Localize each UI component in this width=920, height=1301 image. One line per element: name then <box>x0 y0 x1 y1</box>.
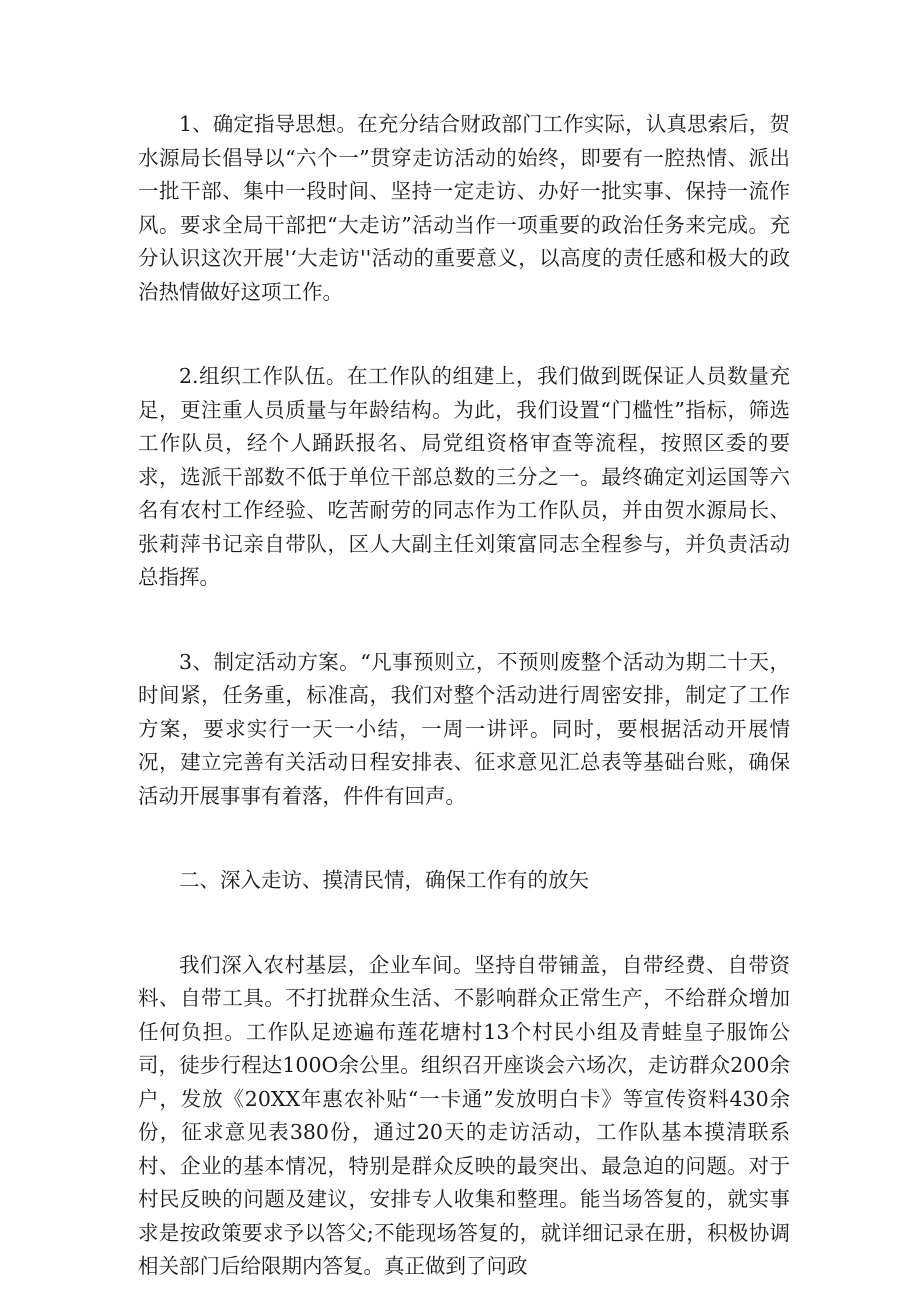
section-heading: 二、深入走访、摸清民情，确保工作有的放矢 <box>179 868 589 892</box>
document-body <box>138 108 790 1284</box>
paragraph-field-visits: 我们深入农村基层，企业车间。坚持自带铺盖，自带经费、自带资料、自带工具。不打扰群众生活、不影响群众正常生产，不给群众增加任何负担。工作队足迹遍布莲花塘村13个村民小组及青蛙皇子服饰公司，徒步行程达100O余公里。组织召开座谈会六场次，走访群众200余户，发放《20XX年惠农补贴“一卡通”发放明白卡》等宣传资料430余份，征求意见表380份，通过20天的走访活动，工作队基本摸清联系村、企业的基本情况，特别是群众反映的最突出、最急迫的问题。对于村民反映的问题及建议，安排专人收集和整理。能当场答复的，就实事求是按政策要求予以答父;不能现场答复的，就详细记录在册，积极协调相关部门后给限期内答复。真正做到了问政 <box>138 952 790 1278</box>
paragraph-activity-plan: 3、制定活动方案。“凡事预则立，不预则废整个活动为期二十天，时间紧，任务重，标准高，我们对整个活动进行周密安排，制定了工作方案，要求实行一天一小结，一周一讲评。同时，要根据活动开展情况，建立完善有关活动日程安排表、征求意见汇总表等基础台账，确保活动开展事事有着落，件件有回声。 <box>138 649 790 808</box>
paragraph-work-team: 2.组织工作队伍。在工作队的组建上，我们做到既保证人员数量充足，更注重人员质量与年龄结构。为此，我们设置“门槛性”指标，筛选工作队员，经个人踊跃报名、局党组资格审查等流程，按照区委的要求，选派干部数不低于单位干部总数的三分之一。最终确定刘运国等六名有农村工作经验、吃苦耐劳的同志作为工作队员，并由贺水源局长、张莉萍书记亲自带队，区人大副主任刘策富同志全程参与，并负责活动总指挥。 <box>138 364 790 589</box>
paragraph-guiding-thought: 1、确定指导思想。在充分结合财政部门工作实际，认真思索后，贺水源局长倡导以“六个一”贯穿走访活动的始终，即要有一腔热情、派出一批干部、集中一段时间、坚持一定走访、办好一批实事、保持一流作风。要求全局干部把“大走访”活动当作一项重要的政治任务来完成。充分认识这次开展'‘大走访''活动的重要意义，以高度的责任感和极大的政治热情做好这项工作。 <box>138 112 790 304</box>
